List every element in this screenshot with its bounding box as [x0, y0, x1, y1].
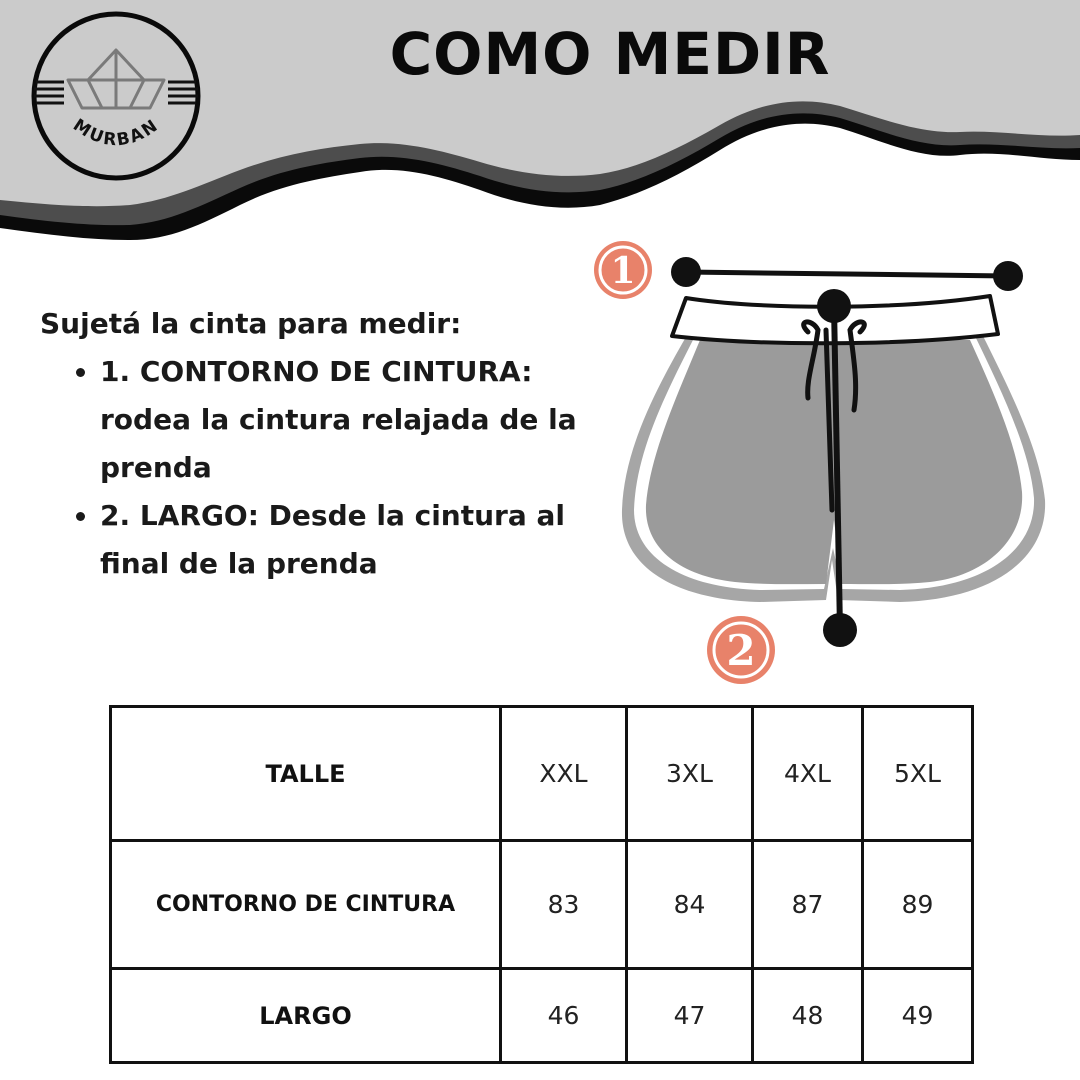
row-label: LARGO: [111, 969, 501, 1063]
row-label: CONTORNO DE CINTURA: [111, 841, 501, 969]
value-cell: 49: [863, 969, 973, 1063]
size-cell: 3XL: [627, 707, 753, 841]
table-header-row: [111, 707, 973, 841]
page-title: COMO MEDIR: [389, 20, 831, 88]
instructions: [40, 300, 600, 588]
marker-2-badge: [707, 616, 775, 684]
instruction-step: • 2. LARGO: Desde la cintura al final de la prenda: [100, 492, 600, 588]
value-cell: 48: [753, 969, 863, 1063]
value-cell: 83: [501, 841, 627, 969]
instructions-intro: Sujetá la cinta para medir:: [40, 307, 462, 340]
size-table: [109, 705, 974, 1064]
size-cell: XXL: [501, 707, 627, 841]
instructions-list: [40, 348, 600, 588]
value-cell: 46: [501, 969, 627, 1063]
value-cell: 89: [863, 841, 973, 969]
value-cell: 84: [627, 841, 753, 969]
marker-1-badge: [594, 241, 652, 299]
instruction-step: • 1. CONTORNO DE CINTURA: rodea la cintura relajada de la prenda: [100, 348, 600, 492]
table-row: [111, 969, 973, 1063]
table-header-label: TALLE: [111, 707, 501, 841]
value-cell: 47: [627, 969, 753, 1063]
brand-name: MURBAN: [69, 115, 163, 151]
svg-text:1: 1: [610, 250, 636, 292]
paper-boat-logo: [30, 10, 202, 182]
size-cell: 4XL: [753, 707, 863, 841]
waist-measure-line: [671, 257, 1023, 291]
value-cell: 87: [753, 841, 863, 969]
size-cell: 5XL: [863, 707, 973, 841]
shorts-diagram: [580, 230, 1070, 700]
svg-text:2: 2: [726, 626, 756, 675]
table-row: [111, 841, 973, 969]
